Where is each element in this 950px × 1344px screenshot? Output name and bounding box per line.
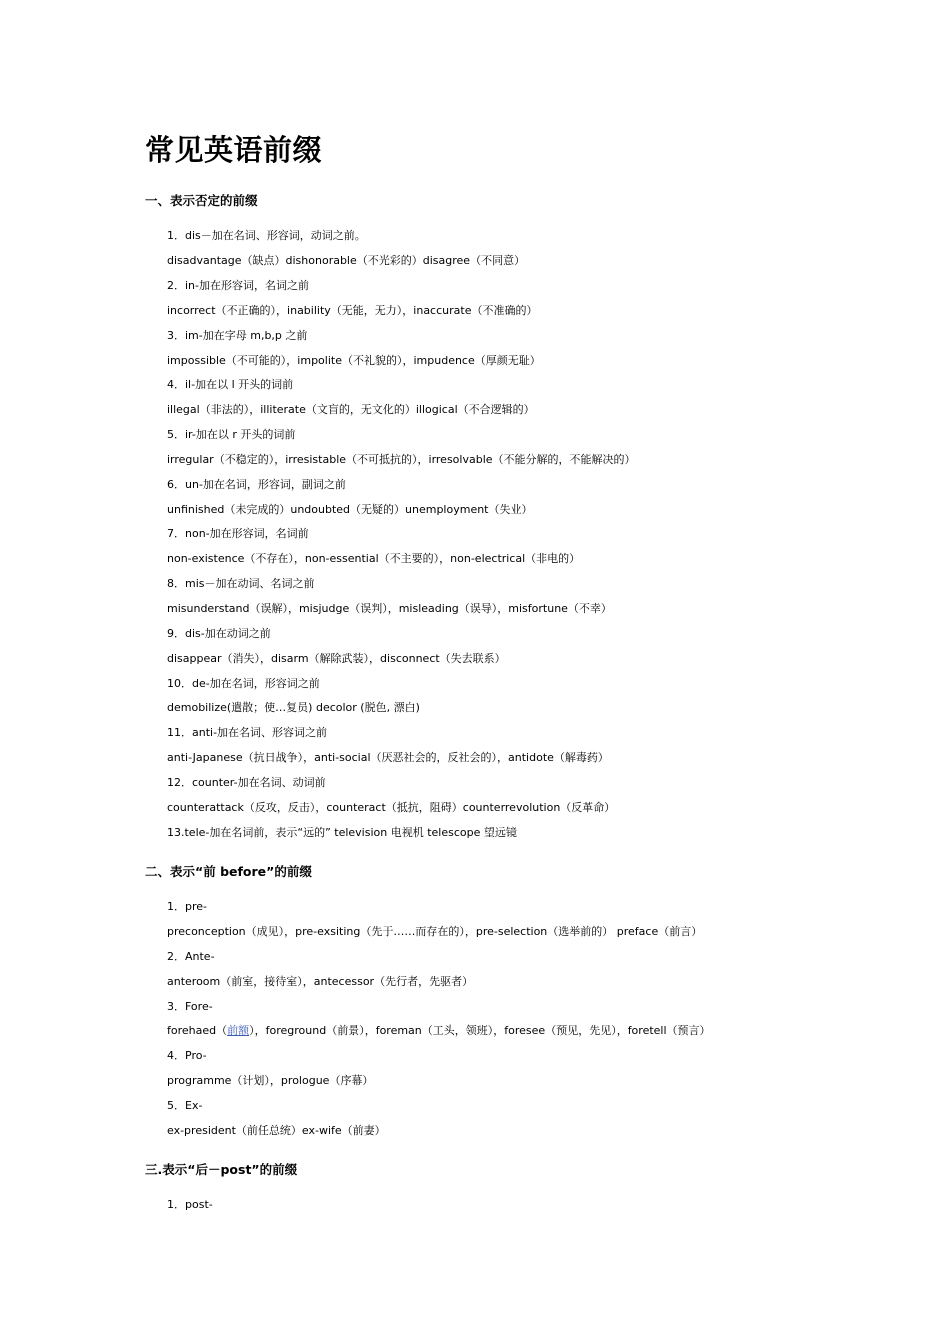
list-item: non-existence（不存在），non-essential（不主要的），non-electrical（非电的） bbox=[167, 552, 581, 565]
line-text: ），foreground（前景），foreman（工头，领班），foresee（预见，先见），foretell（预言） bbox=[249, 1024, 711, 1037]
list-item: 1．post- bbox=[167, 1198, 213, 1211]
list-item: 1．pre- bbox=[167, 900, 207, 913]
list-item: disadvantage（缺点）dishonorable（不光彩的）disagree（不同意） bbox=[167, 254, 526, 267]
list-item: 5．Ex- bbox=[167, 1099, 203, 1112]
section-heading-before: 二、表示“前 before”的前缀 bbox=[145, 864, 312, 879]
list-item: impossible（不可能的），impolite（不礼貌的），impudence（厚颜无耻） bbox=[167, 354, 541, 367]
list-item: 10．de-加在名词，形容词之前 bbox=[167, 677, 320, 690]
list-item: 5．ir-加在以 r 开头的词前 bbox=[167, 428, 296, 441]
list-item: 2．in-加在形容词，名词之前 bbox=[167, 279, 309, 292]
section-heading-post: 三.表示“后－post”的前缀 bbox=[145, 1162, 298, 1177]
list-item: irregular（不稳定的），irresistable（不可抵抗的），irresolvable（不能分解的，不能解决的） bbox=[167, 453, 636, 466]
page-title: 常见英语前缀 bbox=[145, 133, 323, 167]
list-item-with-link bbox=[167, 1024, 711, 1038]
list-item: 7．non-加在形容词，名词前 bbox=[167, 527, 309, 540]
list-item: ex-president（前任总统）ex-wife（前妻） bbox=[167, 1124, 386, 1137]
list-item: 9．dis-加在动词之前 bbox=[167, 627, 271, 640]
list-item: 8．mis－加在动词、名词之前 bbox=[167, 577, 315, 590]
line-text: forehaed（ bbox=[167, 1024, 228, 1037]
list-item: 12．counter-加在名词、动词前 bbox=[167, 776, 326, 789]
list-item: disappear（消失），disarm（解除武装），disconnect（失去联系） bbox=[167, 652, 506, 665]
list-item: 1．dis－加在名词、形容词，动词之前。 bbox=[167, 229, 366, 242]
list-item: misunderstand（误解），misjudge（误判），misleading（误导），misfortune（不幸） bbox=[167, 602, 612, 615]
list-item: programme（计划），prologue（序幕） bbox=[167, 1074, 374, 1087]
section-heading-negative: 一、表示否定的前缀 bbox=[145, 193, 258, 208]
list-item: 6．un-加在名词，形容词，副词之前 bbox=[167, 478, 346, 491]
list-item: 3．im-加在字母 m,b,p 之前 bbox=[167, 329, 308, 342]
list-item: illegal（非法的），illiterate（文盲的，无文化的）illogical（不合逻辑的） bbox=[167, 403, 535, 416]
forehead-link[interactable]: 前额 bbox=[227, 1024, 250, 1037]
list-item: 4．Pro- bbox=[167, 1049, 207, 1062]
list-item: counterattack（反攻，反击），counteract（抵抗，阻碍）counterrevolution（反革命） bbox=[167, 801, 616, 814]
list-item: unfinished（未完成的）undoubted（无疑的）unemployment（失业） bbox=[167, 503, 533, 516]
list-item: 3．Fore- bbox=[167, 1000, 213, 1013]
list-item: demobilize(遣散；使…复员) decolor (脱色, 漂白) bbox=[167, 701, 420, 714]
list-item: 4．il-加在以 l 开头的词前 bbox=[167, 378, 294, 391]
list-item: anteroom（前室，接待室），antecessor（先行者，先驱者） bbox=[167, 975, 474, 988]
list-item: 13.tele-加在名词前，表示“远的” television 电视机 telescope 望远镜 bbox=[167, 826, 517, 839]
list-item: incorrect（不正确的），inability（无能，无力），inaccurate（不准确的） bbox=[167, 304, 538, 317]
list-item: 2．Ante- bbox=[167, 950, 215, 963]
list-item: 11．anti-加在名词、形容词之前 bbox=[167, 726, 328, 739]
list-item: preconception（成见），pre-exsiting（先于……而存在的），pre-selection（选举前的） preface（前言） bbox=[167, 925, 703, 938]
list-item: anti-Japanese（抗日战争），anti-social（厌恶社会的，反社会的），antidote（解毒药） bbox=[167, 751, 609, 764]
